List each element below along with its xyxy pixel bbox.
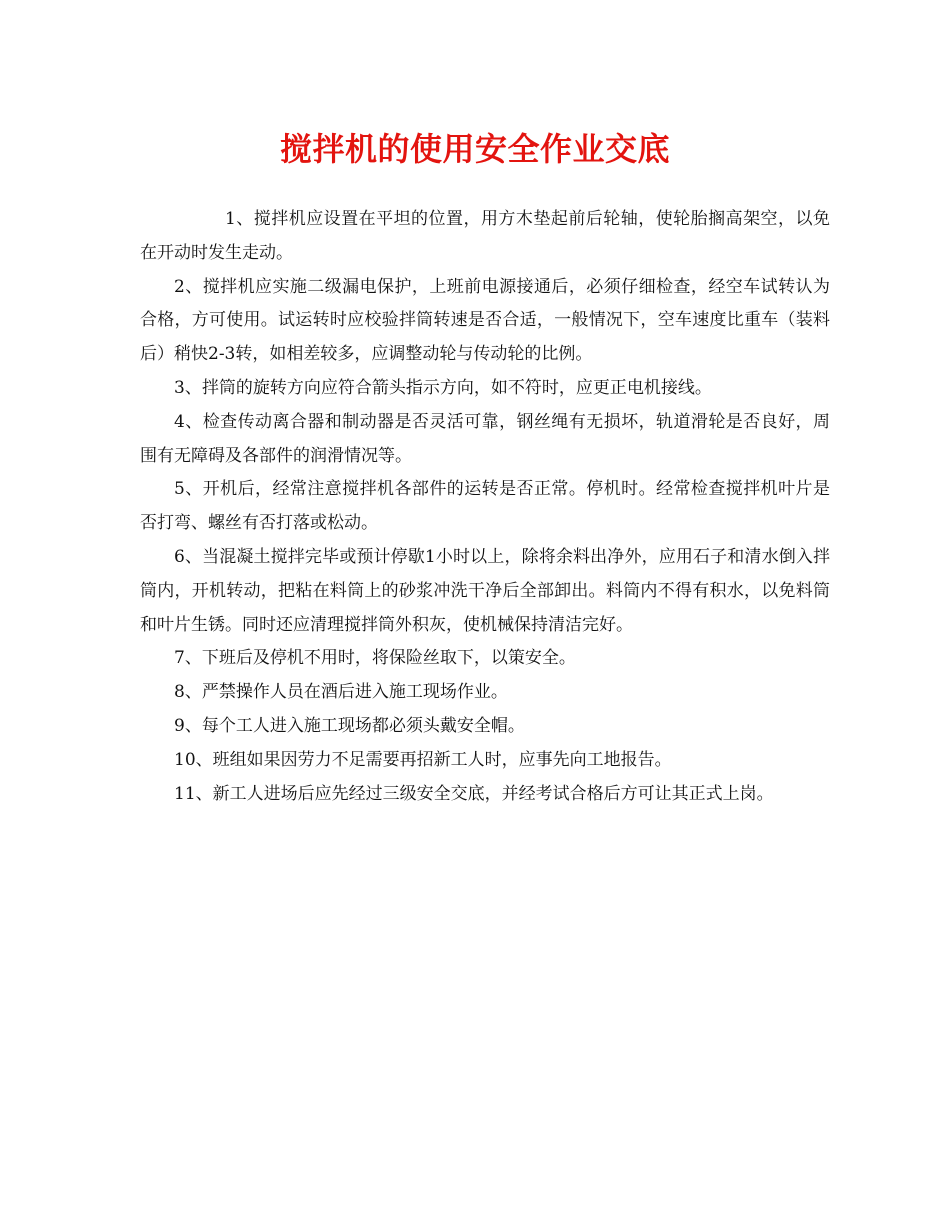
paragraph-4: 4、检查传动离合器和制动器是否灵活可靠，钢丝绳有无损坏，轨道滑轮是否良好，周围有无障碍及各部件的润滑情况等。: [140, 411, 830, 466]
paragraph-2: 2、搅拌机应实施二级漏电保护，上班前电源接通后，必须仔细检查，经空车试转认为合格，方可使用。试运转时应校验拌筒转速是否合适，一般情况下，空车速度比重车（装料后）稍快2-3转，如相差较多，应调整动轮与传动轮的比例。: [140, 276, 830, 365]
document-body: [140, 203, 830, 811]
paragraph-6: 6、当混凝土搅拌完毕或预计停歇1小时以上，除将余料出净外，应用石子和清水倒入拌筒内，开机转动，把粘在料筒上的砂浆冲洗干净后全部卸出。料筒内不得有积水，以免料筒和叶片生锈。同时还应清理搅拌筒外积灰，使机械保持清洁完好。: [140, 546, 830, 635]
paragraph-7: 7、下班后及停机不用时，将保险丝取下，以策安全。: [174, 648, 576, 669]
paragraph-1: 1、搅拌机应设置在平坦的位置，用方木垫起前后轮轴，使轮胎搁高架空，以免在开动时发生走动。: [140, 209, 830, 263]
paragraph-11: 11、新工人进场后应先经过三级安全交底，并经考试合格后方可让其正式上岗。: [174, 783, 774, 804]
paragraph-10: 10、班组如果因劳力不足需要再招新工人时，应事先向工地报告。: [174, 749, 672, 770]
paragraph-3: 3、拌筒的旋转方向应符合箭头指示方向，如不符时，应更正电机接线。: [174, 377, 712, 398]
document-title: 搅拌机的使用安全作业交底: [279, 130, 670, 168]
paragraph-8: 8、严禁操作人员在酒后进入施工现场作业。: [174, 682, 508, 703]
paragraph-5: 5、开机后，经常注意搅拌机各部件的运转是否正常。停机时。经常检查搅拌机叶片是否打弯、螺丝有否打落或松动。: [140, 479, 830, 534]
paragraph-9: 9、每个工人进入施工现场都必须头戴安全帽。: [174, 715, 525, 736]
